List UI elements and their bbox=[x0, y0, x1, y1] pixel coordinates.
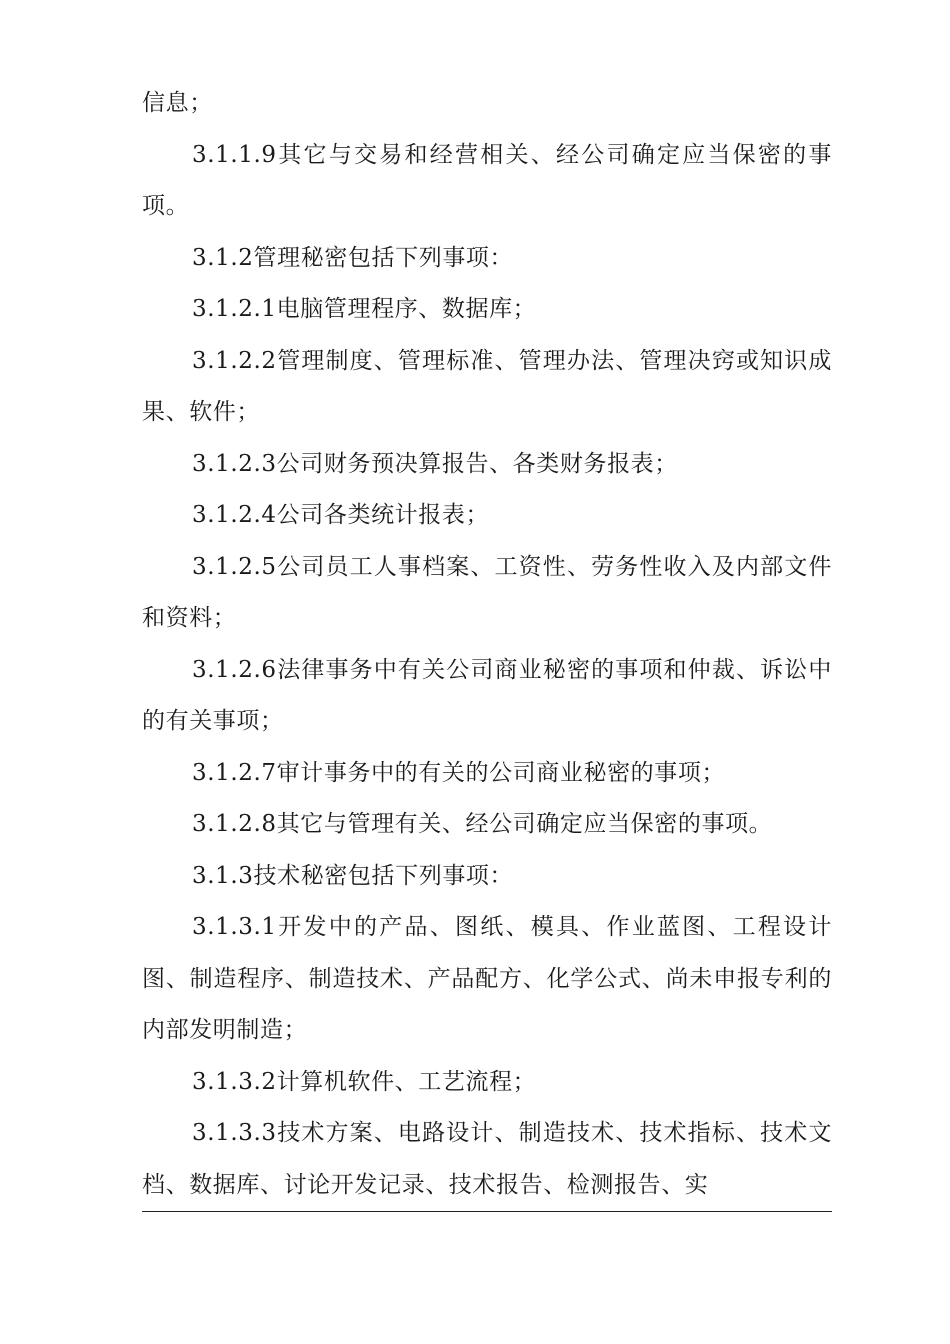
paragraph-3-1-2-4: 3.1.2.4公司各类统计报表； bbox=[192, 502, 490, 528]
paragraph-3-1-2-5: 3.1.2.5公司员工人事档案、工资性、劳务性收入及内部文件和资料； bbox=[142, 553, 832, 631]
paragraph-3-1-3-3: 3.1.3.3技术方案、电路设计、制造技术、技术指标、技术文档、数据库、讨论开发记录、技术报告、检测报告、实 bbox=[142, 1120, 832, 1198]
paragraph-3-1-2: 3.1.2管理秘密包括下列事项： bbox=[192, 244, 514, 271]
paragraph-3-1-3-1: 3.1.3.1开发中的产品、图纸、模具、作业蓝图、工程设计图、制造程序、制造技术、产品配方、化学公式、尚未申报专利的内部发明制造； bbox=[142, 914, 832, 1043]
paragraph-continuation: 信息； bbox=[142, 90, 213, 116]
paragraph-3-1-3-2: 3.1.3.2计算机软件、工艺流程； bbox=[192, 1068, 537, 1095]
paragraph-3-1-3: 3.1.3技术秘密包括下列事项： bbox=[192, 862, 514, 889]
paragraph-3-1-2-6: 3.1.2.6法律事务中有关公司商业秘密的事项和仲裁、诉讼中的有关事项； bbox=[142, 656, 832, 734]
paragraph-3-1-2-2: 3.1.2.2管理制度、管理标准、管理办法、管理决窍或知识成果、软件； bbox=[142, 347, 832, 425]
footer-divider-line bbox=[142, 1211, 832, 1212]
paragraph-3-1-2-3: 3.1.2.3公司财务预决算报告、各类财务报表； bbox=[192, 450, 678, 477]
paragraph-3-1-2-8: 3.1.2.8其它与管理有关、经公司确定应当保密的事项。 bbox=[192, 811, 773, 837]
document-body bbox=[142, 78, 832, 1211]
paragraph-3-1-1-9: 3.1.1.9其它与交易和经营相关、经公司确定应当保密的事项。 bbox=[142, 141, 832, 219]
paragraph-3-1-2-7: 3.1.2.7审计事务中的有关的公司商业秘密的事项； bbox=[192, 759, 726, 786]
paragraph-3-1-2-1: 3.1.2.1电脑管理程序、数据库； bbox=[192, 296, 537, 322]
